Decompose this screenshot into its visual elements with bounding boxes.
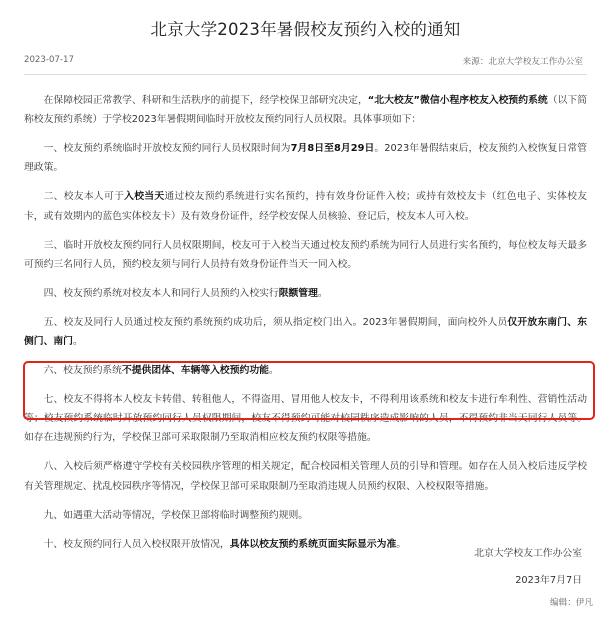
emphasis-text: 7月8日至8月29日 bbox=[290, 143, 375, 155]
emphasis-text: 具体以校友预约系统页面实际显示为准 bbox=[229, 538, 397, 550]
paragraph-text: 十、校友预约同行人员入校权限开放情况， bbox=[43, 538, 230, 550]
article-source: 来源：北京大学校友工作办公室 bbox=[462, 57, 583, 67]
paragraph-text: 九、如遇重大活动等情况，学校保卫部将临时调整预约规则。 bbox=[43, 509, 309, 521]
paragraph-text: 。2023年暑假结束后，校友预约入校恢复日常管理政策。 bbox=[24, 143, 587, 174]
paragraph-text: （以下简称校友预约系统）于学校2023年暑假期间临时开放校友预约同行人员权限。具体事项如下： bbox=[24, 95, 587, 126]
emphasis-text: “北大校友”微信小程序校友入校预约系统 bbox=[367, 95, 548, 106]
publish-date: 2023-07-17 bbox=[24, 55, 74, 65]
paragraph-text: 。 bbox=[317, 287, 328, 299]
paragraph-text: 一、校友预约系统临时开放校友预约同行人员权限时间为 bbox=[43, 143, 291, 155]
paragraph-text: 。 bbox=[72, 336, 83, 348]
emphasis-text: 限额管理 bbox=[278, 287, 318, 299]
paragraph-8 bbox=[24, 457, 587, 495]
paragraph-text: 六、校友预约系统 bbox=[43, 365, 122, 377]
article-title: 北京大学2023年暑假校友预约入校的通知 bbox=[150, 20, 461, 39]
paragraph-1 bbox=[24, 139, 587, 177]
paragraph-9 bbox=[24, 506, 587, 525]
paragraph-intro bbox=[24, 91, 587, 129]
paragraph-text: 三、临时开放校友预约同行人员权限期间，校友可于入校当天通过校友预约系统为同行人员进行实名预约，每位校友每天最多可预约三名同行人员，预约校友须与同行人员持有效身份证件当天一同入校。 bbox=[24, 239, 587, 270]
paragraph-text: 七、校友不得将本人校友卡转借、转租他人，不得盗用、冒用他人校友卡，不得利用该系统和校友卡进行牟利性、营销性活动等；校友预约系统临时开放预约同行人员权限期间，校友不得预约可能对校园秩序造成影响的人员，不得预约非当天同行人员等。如存在违规预约行为，学校保卫部可采取限制乃至取消相应校友预约权限等措施。 bbox=[24, 394, 587, 444]
article-body bbox=[24, 91, 587, 564]
emphasis-text: 入校当天 bbox=[124, 191, 165, 203]
paragraph-text: 。 bbox=[268, 365, 279, 377]
paragraph-text: 四、校友预约系统对校友本人和同行人员预约入校实行 bbox=[43, 287, 279, 299]
paragraph-3 bbox=[24, 236, 587, 274]
paragraph-text: 五、校友及同行人员通过校友预约系统预约成功后，须从指定校门出入。2023年暑假期间，面向校外人员 bbox=[43, 316, 508, 328]
paragraph-2 bbox=[24, 187, 587, 225]
paragraph-text: 通过校友预约系统进行实名预约，持有效身份证件入校；或持有效校友卡（红色电子、实体校友卡，或有效期内的蓝色实体校友卡）及有效身份证件，经学校安保人员核验、登记后，校友本人可入校。 bbox=[24, 191, 588, 222]
paragraph-text: 。 bbox=[396, 538, 407, 550]
paragraph-text: 在保障校园正常教学、科研和生活秩序的前提下，经学校保卫部研究决定， bbox=[43, 95, 368, 106]
signature-org: 北京大学校友工作办公室 bbox=[474, 548, 582, 559]
emphasis-text: 不提供团体、车辆等入校预约功能 bbox=[121, 365, 269, 377]
emphasis-text: 仅开放东南门、东侧门、南门 bbox=[24, 316, 587, 348]
editor-credit: 编辑：伊凡 bbox=[550, 598, 593, 608]
paragraph-5 bbox=[24, 313, 587, 351]
paragraph-text: 二、校友本人可于 bbox=[43, 191, 125, 203]
paragraph-7-highlight-box bbox=[23, 361, 595, 420]
header-divider bbox=[24, 74, 587, 75]
paragraph-4 bbox=[24, 284, 587, 303]
signature-date: 2023年7月7日 bbox=[515, 575, 582, 586]
paragraph-text: 八、入校后须严格遵守学校有关校园秩序管理的相关规定，配合校园相关管理人员的引导和管理。如存在人员入校后违反学校有关管理规定、扰乱校园秩序等情况，学校保卫部可采取限制乃至取消违规人员预约权限、入校权限等措施。 bbox=[24, 461, 587, 492]
